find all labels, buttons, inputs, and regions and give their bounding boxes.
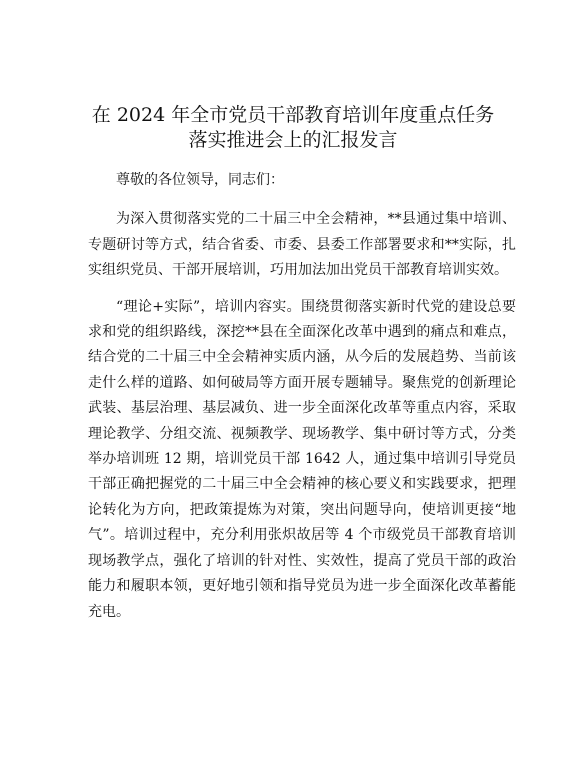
- paragraph-1: 为深入贯彻落实党的二十届三中全会精神，**县通过集中培训、专题研讨等方式，结合省委、市委、县委工作部署要求和**实际，扎实组织党员、干部开展培训，巧用加法加出党员干部教育培训实效。: [88, 211, 516, 279]
- salutation: 尊敬的各位领导，同志们：: [116, 172, 284, 188]
- title-line-2: 落实推进会上的汇报发言: [188, 129, 398, 151]
- document-title: [60, 103, 526, 153]
- document-body: [88, 168, 516, 625]
- title-line-1: 在 2024 年全市党员干部教育培训年度重点任务: [91, 104, 495, 126]
- paragraph-2: “理论+实际”，培训内容实。围绕贯彻落实新时代党的建设总要求和党的组织路线，深挖**县在全面深化改革中遇到的痛点和难点，结合党的二十届三中全会精神实质内涵，从今后的发展趋势、当前该走什么样的道路、如何破局等方面开展专题辅导。聚焦党的创新理论武装、基层治理、基层减负、进一步全面深化改革等重点内容，采取理论教学、分组交流、视频教学、现场教学、集中研讨等方式，分类举办培训班 12 期，培训党员干部 1642 人，通过集中培训引导党员干部正确把握党的二十届三中全会精神的核心要义和实践要求，把理论转化为方向，把政策提炼为对策，突出问题导向，使培训更接“地气”。培训过程中，充分利用张炽故居等 4 个市级党员干部教育培训现场教学点，强化了培训的针对性、实效性，提高了党员干部的政治能力和履职本领，更好地引领和指导党员为进一步全面深化改革蓄能充电。: [88, 298, 516, 620]
